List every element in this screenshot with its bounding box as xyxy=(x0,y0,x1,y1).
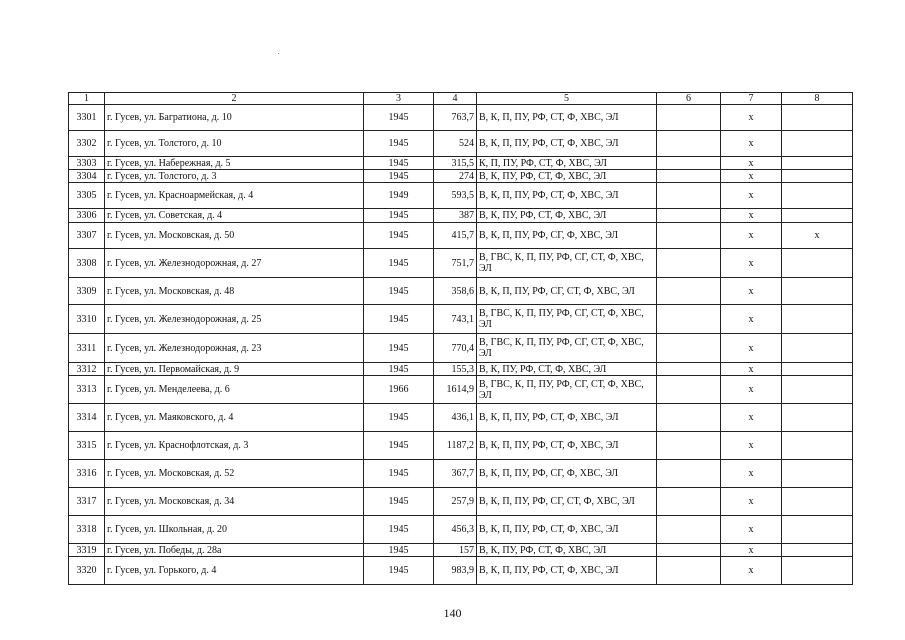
row-number-cell: 3313 xyxy=(69,376,105,404)
column-6-cell xyxy=(657,223,721,249)
column-7-cell: х xyxy=(721,557,782,585)
row-number-cell: 3315 xyxy=(69,432,105,460)
column-8-cell xyxy=(782,363,853,376)
area-cell: 155,3 xyxy=(434,363,477,376)
scan-speck xyxy=(278,53,279,54)
services-cell: В, ГВС, К, П, ПУ, РФ, СГ, СТ, Ф, ХВС, ЭЛ xyxy=(477,249,657,278)
table-row xyxy=(69,557,853,585)
column-6-cell xyxy=(657,157,721,170)
row-number-cell: 3308 xyxy=(69,249,105,278)
column-8-cell xyxy=(782,209,853,223)
year-cell: 1945 xyxy=(364,209,434,223)
table-row xyxy=(69,432,853,460)
address-cell: г. Гусев, ул. Железнодорожная, д. 27 xyxy=(105,249,364,278)
column-7-cell: х xyxy=(721,305,782,334)
table-row xyxy=(69,105,853,131)
row-number-cell: 3304 xyxy=(69,170,105,183)
column-8-cell xyxy=(782,131,853,157)
column-7-cell: х xyxy=(721,209,782,223)
column-number: 3 xyxy=(364,93,434,105)
year-cell: 1945 xyxy=(364,432,434,460)
column-8-cell xyxy=(782,183,853,209)
column-8-cell xyxy=(782,460,853,488)
column-number-row xyxy=(69,93,853,105)
table-row xyxy=(69,376,853,404)
address-cell: г. Гусев, ул. Советская, д. 4 xyxy=(105,209,364,223)
address-cell: г. Гусев, ул. Первомайская, д. 9 xyxy=(105,363,364,376)
column-7-cell: х xyxy=(721,516,782,544)
row-number-cell: 3302 xyxy=(69,131,105,157)
column-number: 2 xyxy=(105,93,364,105)
services-cell: В, К, П, ПУ, РФ, СТ, Ф, ХВС, ЭЛ xyxy=(477,557,657,585)
column-8-cell xyxy=(782,516,853,544)
column-6-cell xyxy=(657,376,721,404)
address-cell: г. Гусев, ул. Маяковского, д. 4 xyxy=(105,404,364,432)
column-8-cell xyxy=(782,249,853,278)
column-7-cell: х xyxy=(721,183,782,209)
area-cell: 315,5 xyxy=(434,157,477,170)
services-cell: В, ГВС, К, П, ПУ, РФ, СГ, СТ, Ф, ХВС, ЭЛ xyxy=(477,305,657,334)
column-number: 1 xyxy=(69,93,105,105)
row-number-cell: 3320 xyxy=(69,557,105,585)
services-cell: В, ГВС, К, П, ПУ, РФ, СГ, СТ, Ф, ХВС, ЭЛ xyxy=(477,376,657,404)
year-cell: 1945 xyxy=(364,488,434,516)
column-7-cell: х xyxy=(721,432,782,460)
column-8-cell xyxy=(782,170,853,183)
year-cell: 1949 xyxy=(364,183,434,209)
services-cell: В, ГВС, К, П, ПУ, РФ, СГ, СТ, Ф, ХВС, ЭЛ xyxy=(477,334,657,363)
column-8-cell xyxy=(782,404,853,432)
address-cell: г. Гусев, ул. Толстого, д. 10 xyxy=(105,131,364,157)
column-6-cell xyxy=(657,460,721,488)
column-number: 5 xyxy=(477,93,657,105)
year-cell: 1945 xyxy=(364,249,434,278)
column-8-cell: х xyxy=(782,223,853,249)
table-row xyxy=(69,460,853,488)
row-number-cell: 3305 xyxy=(69,183,105,209)
services-cell: В, К, ПУ, РФ, СТ, Ф, ХВС, ЭЛ xyxy=(477,363,657,376)
year-cell: 1945 xyxy=(364,223,434,249)
column-6-cell xyxy=(657,404,721,432)
page-number: 140 xyxy=(443,606,462,620)
area-cell: 274 xyxy=(434,170,477,183)
address-cell: г. Гусев, ул. Московская, д. 50 xyxy=(105,223,364,249)
table-row xyxy=(69,544,853,557)
table-row xyxy=(69,516,853,544)
area-cell: 415,7 xyxy=(434,223,477,249)
table-row xyxy=(69,305,853,334)
services-cell: В, К, П, ПУ, РФ, СГ, Ф, ХВС, ЭЛ xyxy=(477,223,657,249)
column-8-cell xyxy=(782,544,853,557)
address-cell: г. Гусев, ул. Московская, д. 52 xyxy=(105,460,364,488)
area-cell: 763,7 xyxy=(434,105,477,131)
address-cell: г. Гусев, ул. Горького, д. 4 xyxy=(105,557,364,585)
registry-sheet xyxy=(68,92,852,585)
services-cell: В, К, ПУ, РФ, СТ, Ф, ХВС, ЭЛ xyxy=(477,544,657,557)
area-cell: 456,3 xyxy=(434,516,477,544)
services-cell: В, К, П, ПУ, РФ, СГ, Ф, ХВС, ЭЛ xyxy=(477,460,657,488)
column-6-cell xyxy=(657,278,721,305)
year-cell: 1945 xyxy=(364,363,434,376)
row-number-cell: 3310 xyxy=(69,305,105,334)
area-cell: 524 xyxy=(434,131,477,157)
row-number-cell: 3301 xyxy=(69,105,105,131)
table-row xyxy=(69,249,853,278)
column-7-cell: х xyxy=(721,363,782,376)
table-row xyxy=(69,157,853,170)
area-cell: 983,9 xyxy=(434,557,477,585)
column-7-cell: х xyxy=(721,334,782,363)
area-cell: 751,7 xyxy=(434,249,477,278)
address-cell: г. Гусев, ул. Московская, д. 48 xyxy=(105,278,364,305)
area-cell: 743,1 xyxy=(434,305,477,334)
column-7-cell: х xyxy=(721,460,782,488)
column-8-cell xyxy=(782,557,853,585)
year-cell: 1945 xyxy=(364,131,434,157)
address-cell: г. Гусев, ул. Багратиона, д. 10 xyxy=(105,105,364,131)
column-6-cell xyxy=(657,209,721,223)
services-cell: В, К, П, ПУ, РФ, СТ, Ф, ХВС, ЭЛ xyxy=(477,183,657,209)
services-cell: В, К, П, ПУ, РФ, СТ, Ф, ХВС, ЭЛ xyxy=(477,404,657,432)
area-cell: 257,9 xyxy=(434,488,477,516)
column-7-cell: х xyxy=(721,278,782,305)
column-6-cell xyxy=(657,249,721,278)
row-number-cell: 3309 xyxy=(69,278,105,305)
row-number-cell: 3316 xyxy=(69,460,105,488)
column-number: 6 xyxy=(657,93,721,105)
column-6-cell xyxy=(657,516,721,544)
services-cell: В, К, П, ПУ, РФ, СТ, Ф, ХВС, ЭЛ xyxy=(477,516,657,544)
area-cell: 387 xyxy=(434,209,477,223)
column-6-cell xyxy=(657,105,721,131)
area-cell: 593,5 xyxy=(434,183,477,209)
column-8-cell xyxy=(782,432,853,460)
column-6-cell xyxy=(657,557,721,585)
column-7-cell: х xyxy=(721,223,782,249)
table-row xyxy=(69,404,853,432)
area-cell: 770,4 xyxy=(434,334,477,363)
row-number-cell: 3314 xyxy=(69,404,105,432)
services-cell: К, П, ПУ, РФ, СТ, Ф, ХВС, ЭЛ xyxy=(477,157,657,170)
address-cell: г. Гусев, ул. Победы, д. 28а xyxy=(105,544,364,557)
column-8-cell xyxy=(782,305,853,334)
column-7-cell: х xyxy=(721,404,782,432)
area-cell: 358,6 xyxy=(434,278,477,305)
year-cell: 1945 xyxy=(364,516,434,544)
year-cell: 1945 xyxy=(364,157,434,170)
column-8-cell xyxy=(782,105,853,131)
column-6-cell xyxy=(657,131,721,157)
column-7-cell: х xyxy=(721,376,782,404)
address-cell: г. Гусев, ул. Краснофлотская, д. 3 xyxy=(105,432,364,460)
address-cell: г. Гусев, ул. Московская, д. 34 xyxy=(105,488,364,516)
table-row xyxy=(69,131,853,157)
year-cell: 1945 xyxy=(364,170,434,183)
housing-registry-table xyxy=(68,92,853,585)
column-8-cell xyxy=(782,488,853,516)
row-number-cell: 3318 xyxy=(69,516,105,544)
area-cell: 1187,2 xyxy=(434,432,477,460)
year-cell: 1945 xyxy=(364,544,434,557)
address-cell: г. Гусев, ул. Школьная, д. 20 xyxy=(105,516,364,544)
column-number: 8 xyxy=(782,93,853,105)
year-cell: 1945 xyxy=(364,557,434,585)
address-cell: г. Гусев, ул. Набережная, д. 5 xyxy=(105,157,364,170)
services-cell: В, К, П, ПУ, РФ, СГ, СТ, Ф, ХВС, ЭЛ xyxy=(477,488,657,516)
row-number-cell: 3307 xyxy=(69,223,105,249)
area-cell: 436,1 xyxy=(434,404,477,432)
services-cell: В, К, П, ПУ, РФ, СГ, СТ, Ф, ХВС, ЭЛ xyxy=(477,278,657,305)
year-cell: 1945 xyxy=(364,460,434,488)
table-row xyxy=(69,170,853,183)
year-cell: 1945 xyxy=(364,404,434,432)
year-cell: 1945 xyxy=(364,278,434,305)
column-7-cell: х xyxy=(721,488,782,516)
column-6-cell xyxy=(657,334,721,363)
column-8-cell xyxy=(782,334,853,363)
year-cell: 1966 xyxy=(364,376,434,404)
row-number-cell: 3319 xyxy=(69,544,105,557)
area-cell: 157 xyxy=(434,544,477,557)
column-number: 7 xyxy=(721,93,782,105)
column-7-cell: х xyxy=(721,249,782,278)
column-number: 4 xyxy=(434,93,477,105)
table-row xyxy=(69,334,853,363)
table-row xyxy=(69,363,853,376)
row-number-cell: 3311 xyxy=(69,334,105,363)
services-cell: В, К, П, ПУ, РФ, СТ, Ф, ХВС, ЭЛ xyxy=(477,105,657,131)
row-number-cell: 3317 xyxy=(69,488,105,516)
address-cell: г. Гусев, ул. Красноармейская, д. 4 xyxy=(105,183,364,209)
address-cell: г. Гусев, ул. Железнодорожная, д. 25 xyxy=(105,305,364,334)
year-cell: 1945 xyxy=(364,334,434,363)
column-7-cell: х xyxy=(721,105,782,131)
address-cell: г. Гусев, ул. Менделеева, д. 6 xyxy=(105,376,364,404)
column-8-cell xyxy=(782,376,853,404)
year-cell: 1945 xyxy=(364,105,434,131)
column-7-cell: х xyxy=(721,131,782,157)
column-7-cell: х xyxy=(721,544,782,557)
column-8-cell xyxy=(782,278,853,305)
column-6-cell xyxy=(657,544,721,557)
column-6-cell xyxy=(657,305,721,334)
services-cell: В, К, ПУ, РФ, СТ, Ф, ХВС, ЭЛ xyxy=(477,170,657,183)
column-6-cell xyxy=(657,170,721,183)
year-cell: 1945 xyxy=(364,305,434,334)
table-row xyxy=(69,209,853,223)
column-6-cell xyxy=(657,432,721,460)
services-cell: В, К, П, ПУ, РФ, СТ, Ф, ХВС, ЭЛ xyxy=(477,432,657,460)
column-8-cell xyxy=(782,157,853,170)
column-7-cell: х xyxy=(721,170,782,183)
table-row xyxy=(69,278,853,305)
table-row xyxy=(69,223,853,249)
row-number-cell: 3306 xyxy=(69,209,105,223)
column-6-cell xyxy=(657,488,721,516)
services-cell: В, К, ПУ, РФ, СТ, Ф, ХВС, ЭЛ xyxy=(477,209,657,223)
table-row xyxy=(69,488,853,516)
row-number-cell: 3303 xyxy=(69,157,105,170)
services-cell: В, К, П, ПУ, РФ, СТ, Ф, ХВС, ЭЛ xyxy=(477,131,657,157)
area-cell: 1614,9 xyxy=(434,376,477,404)
column-6-cell xyxy=(657,363,721,376)
table-row xyxy=(69,183,853,209)
column-6-cell xyxy=(657,183,721,209)
address-cell: г. Гусев, ул. Толстого, д. 3 xyxy=(105,170,364,183)
column-7-cell: х xyxy=(721,157,782,170)
row-number-cell: 3312 xyxy=(69,363,105,376)
area-cell: 367,7 xyxy=(434,460,477,488)
address-cell: г. Гусев, ул. Железнодорожная, д. 23 xyxy=(105,334,364,363)
